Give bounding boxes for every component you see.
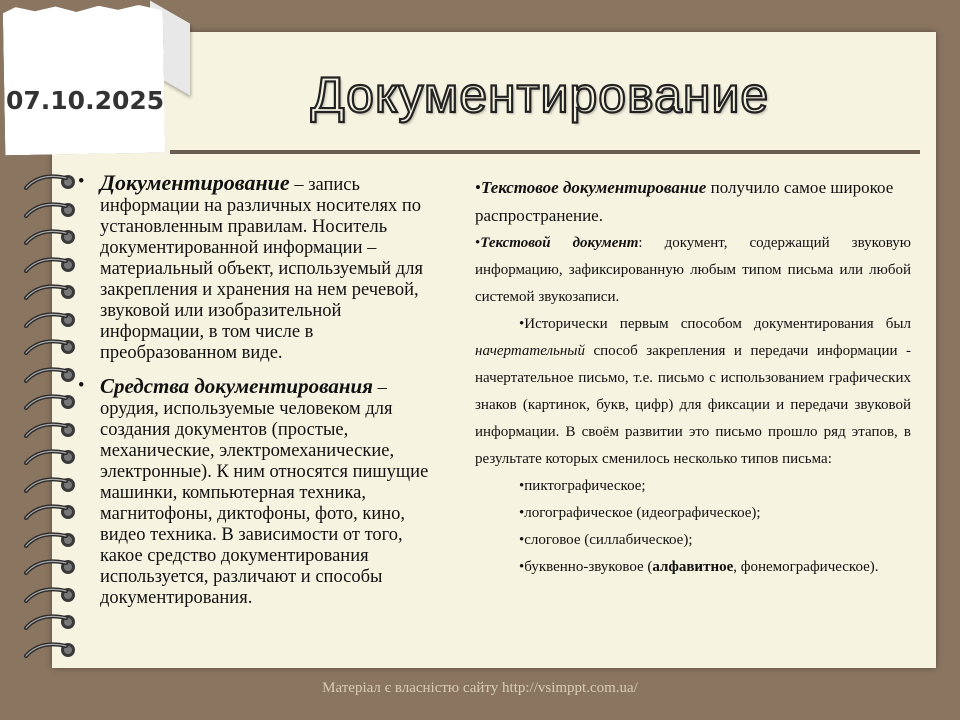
spiral-ring bbox=[20, 636, 80, 666]
history-emphasis: начертательный bbox=[475, 343, 585, 359]
spiral-ring bbox=[20, 196, 80, 226]
last-bold: алфавитное bbox=[652, 559, 734, 575]
left-column bbox=[74, 172, 444, 621]
spiral-ring bbox=[20, 553, 80, 583]
footer-watermark: Матеріал є власністю сайту http://vsimppt.com.ua/ bbox=[322, 680, 638, 696]
spiral-ring bbox=[20, 498, 80, 528]
spiral-ring bbox=[20, 526, 80, 556]
bullet: • bbox=[78, 172, 85, 192]
list-item: •пиктографическое; bbox=[519, 478, 646, 494]
date-note bbox=[3, 5, 166, 156]
spiral-ring bbox=[20, 608, 80, 638]
spiral-ring bbox=[20, 581, 80, 611]
text-document-desc: : документ, содержащий звуковую информацию, зафиксированную любым типом письма или любой системой звукозаписи. bbox=[475, 235, 911, 305]
definition-documenting bbox=[74, 172, 444, 364]
tools-text: – орудия, используемые человеком для создания документов (простые, механические, электромеханические, электронные). К ним относятся пишущие машинки, компьютерная техника, магнитофоны, диктофоны, фото, кино, видео техника. В зависимости от того, какое средство документирования используется, различают и способы документирования. bbox=[100, 378, 429, 608]
last-text-c: , фонемографическое). bbox=[733, 559, 879, 575]
spiral-ring bbox=[20, 223, 80, 253]
text-documenting-desc: получило самое широкое распространение. bbox=[475, 178, 894, 225]
last-text-a: буквенно-звуковое ( bbox=[524, 559, 653, 575]
definition-tools bbox=[74, 376, 444, 609]
list-item-text: логографическое (идеографическое); bbox=[524, 505, 761, 521]
list-item-text: пиктографическое; bbox=[524, 478, 646, 494]
list-item: •слоговое (силлабическое); bbox=[519, 532, 693, 548]
text-documenting-line: •Текстовое документирование получило самое широкое распространение. bbox=[475, 178, 894, 225]
spiral-ring bbox=[20, 471, 80, 501]
history-text-a: Исторически первым способом документирования был bbox=[524, 316, 911, 332]
spiral-ring bbox=[20, 416, 80, 446]
term-documenting: Документирование bbox=[100, 170, 290, 195]
term-text-document: Текстовой документ bbox=[480, 235, 639, 251]
spiral-binding bbox=[20, 168, 80, 668]
definition-text: – запись информации на различных носителях по установленным правилам. Носитель документированной информации – материальный объект, используемый для закрепления и хранения на нем речевой, звуковой или изобразительной информации, в том числе в преобразованном виде. bbox=[100, 175, 423, 363]
list-item: •логографическое (идеографическое); bbox=[519, 505, 761, 521]
list-item-last: •буквенно-звуковое (алфавитное, фонемографическое). bbox=[519, 559, 879, 575]
history-text-b: способ закрепления и передачи информации - начертательное письмо, т.е. письмо с использованием графических знаков (картинок, букв, цифр) для фиксации и передачи звуковой информации. В своём развитии это письмо прошло ряд этапов, в результате которых сменилось несколько типов письма: bbox=[475, 343, 911, 467]
term-text-documenting: Текстовое документирование bbox=[480, 178, 707, 197]
list-item-text: слоговое (силлабическое); bbox=[524, 532, 693, 548]
spiral-ring bbox=[20, 388, 80, 418]
term-tools: Средства документирования bbox=[100, 374, 373, 398]
spiral-ring bbox=[20, 168, 80, 198]
spiral-ring bbox=[20, 278, 80, 308]
spiral-ring bbox=[20, 251, 80, 281]
slide-title: Документирование bbox=[310, 67, 770, 123]
title-rule bbox=[170, 150, 920, 154]
spiral-ring bbox=[20, 361, 80, 391]
slide-date: 07.10.2025 bbox=[6, 86, 165, 115]
bullet: • bbox=[78, 376, 85, 396]
spiral-ring bbox=[20, 443, 80, 473]
spiral-ring bbox=[20, 306, 80, 336]
spiral-ring bbox=[20, 333, 80, 363]
history-paragraph: •Исторически первым способом документирования был начертательный способ закрепления и передачи информации - начертательное письмо, т.е. письмо с использованием графических знаков (картинок, букв, цифр) для фиксации и передачи звуковой информации. В своём развитии это письмо прошло ряд этапов, в результате которых сменилось несколько типов письма: bbox=[475, 316, 911, 467]
text-document-line: •Текстовой документ: документ, содержащий звуковую информацию, зафиксированную любым типом письма или любой системой звукозаписи. bbox=[475, 235, 911, 305]
right-column bbox=[475, 174, 911, 581]
